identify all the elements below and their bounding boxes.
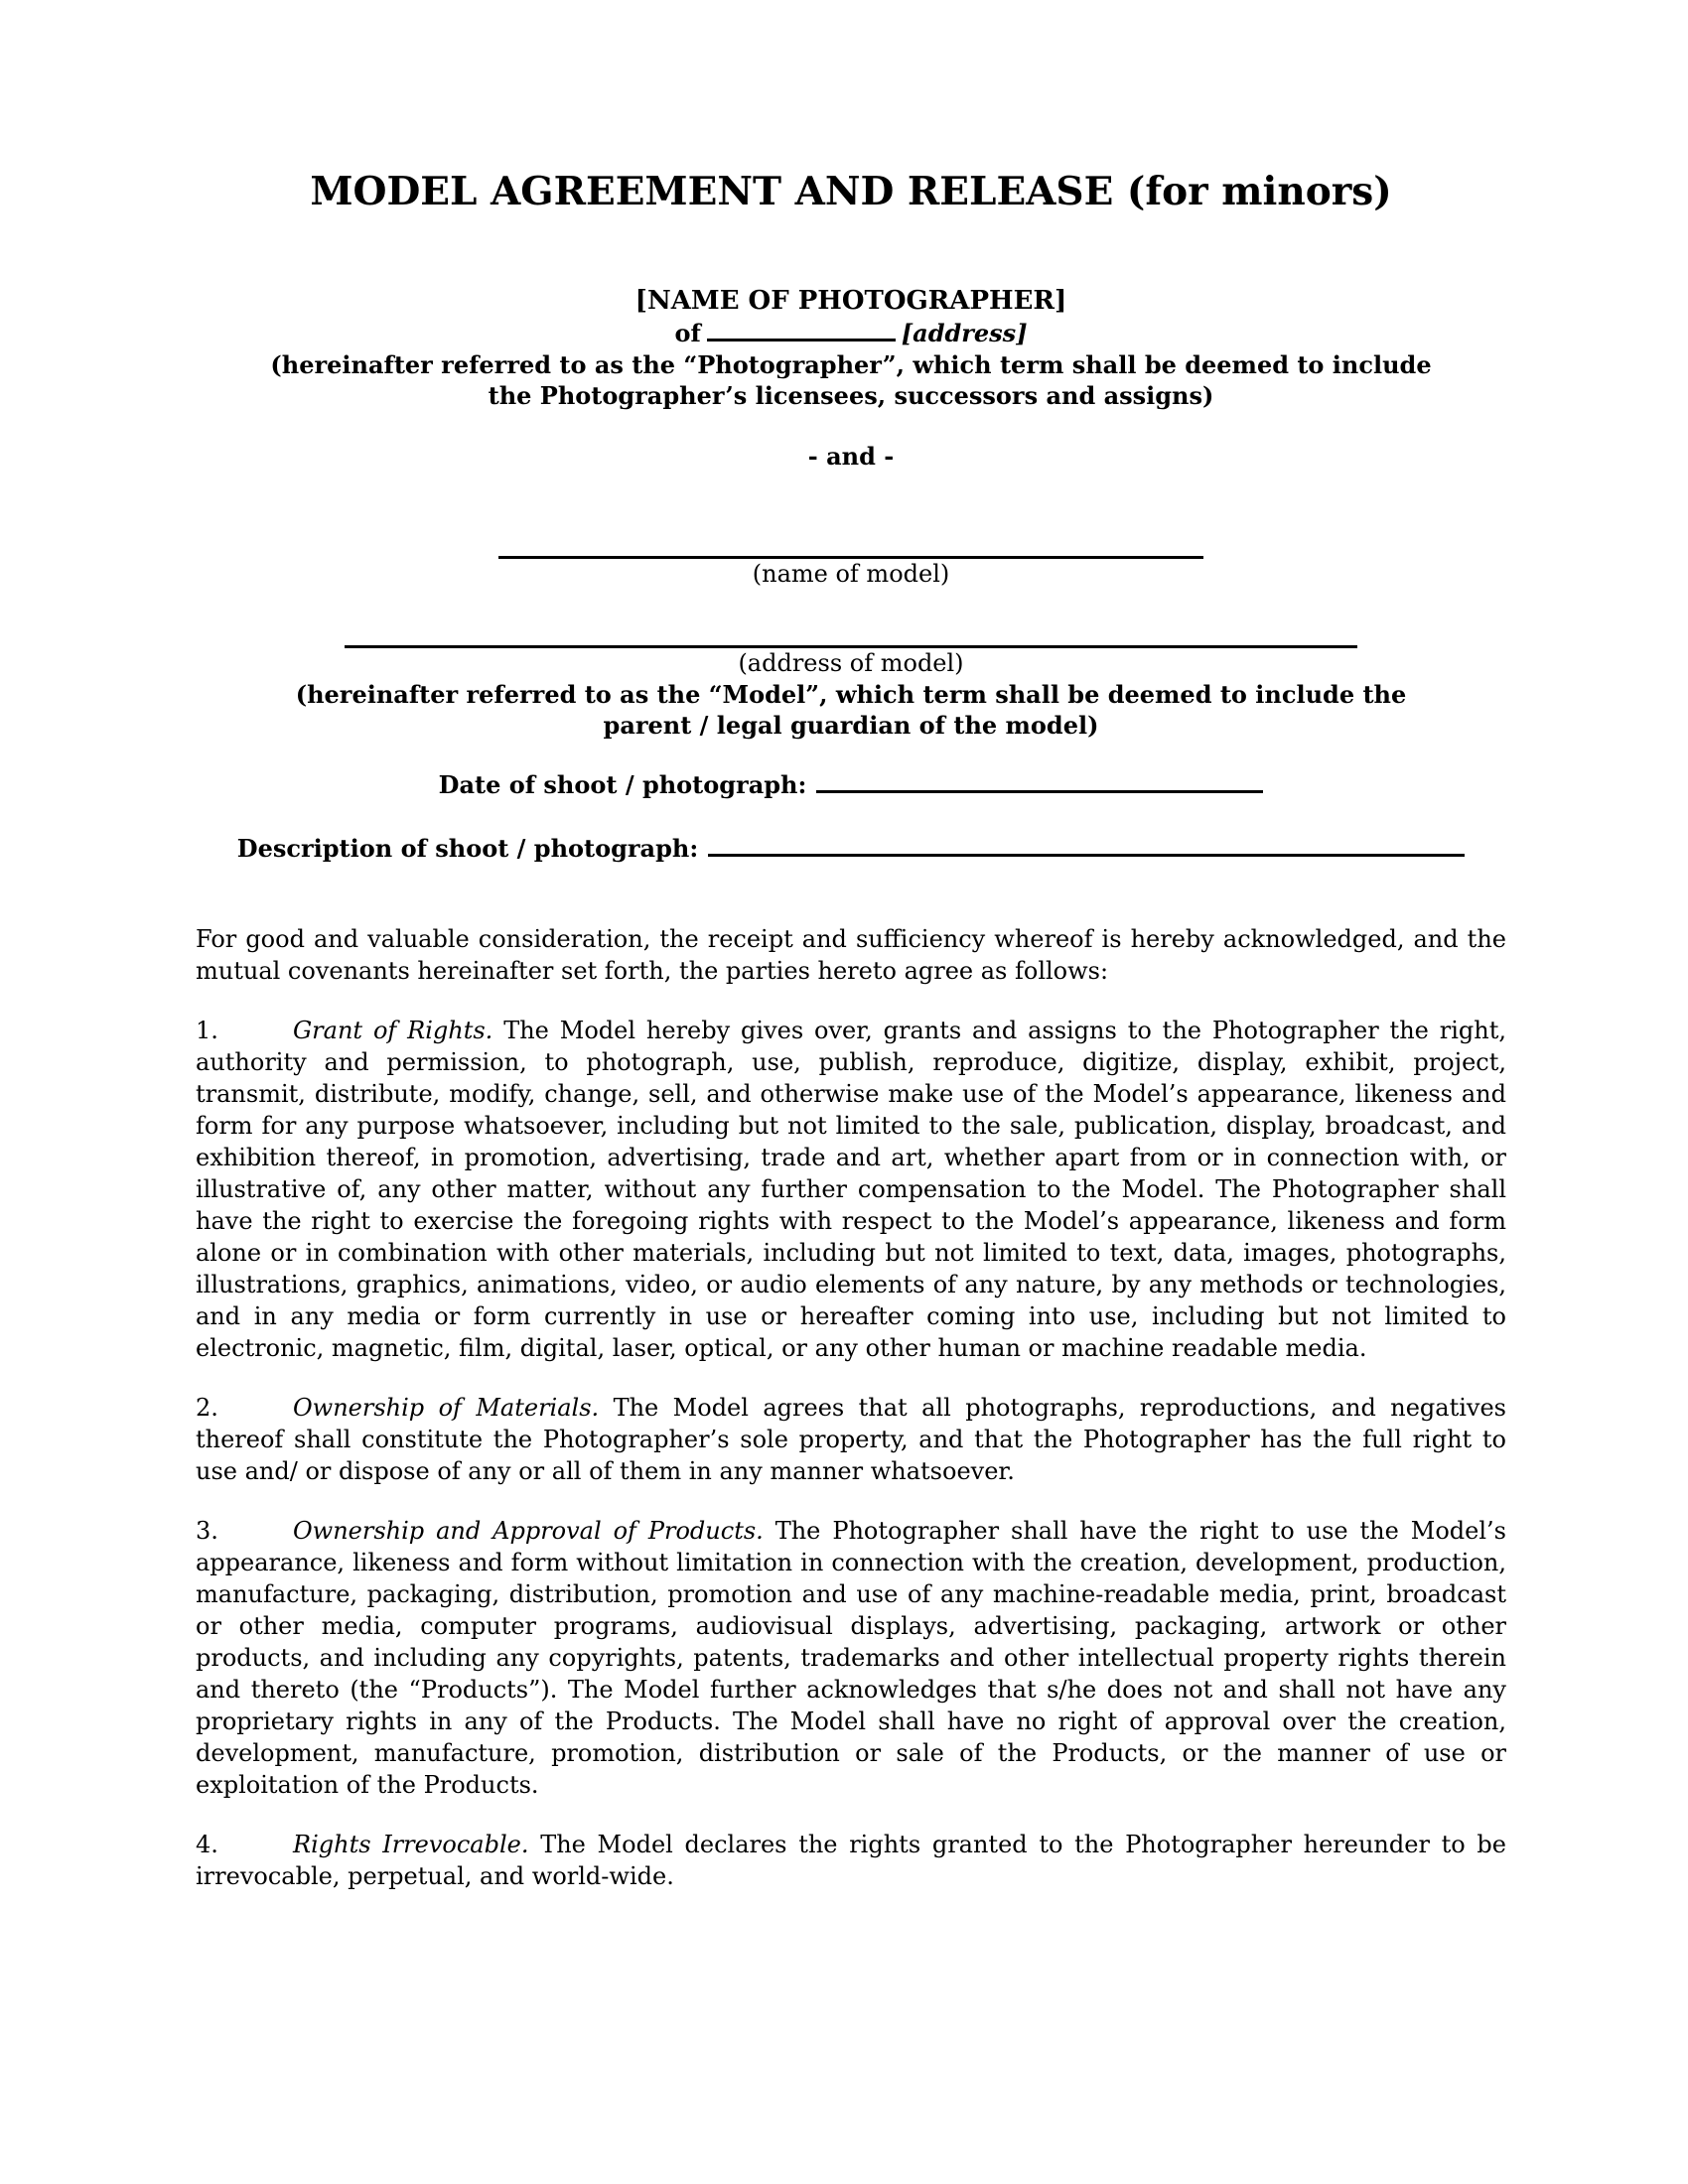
model-name-caption: (name of model): [752, 560, 950, 588]
section-heading: Grant of Rights.: [293, 1017, 493, 1044]
section-heading: Ownership of Materials.: [293, 1394, 600, 1422]
description-of-shoot-row: [196, 832, 1506, 866]
section-body: The Model hereby gives over, grants and assigns to the Photographer the right, authority and permission, to photograph, use, publish, reproduce, digitize, display, exhibit, project, transmit, distribute, modify, change, sell, and otherwise make use of the Model’s appearance, likeness and form for any purpose whatsoever, including but not limited to the sale, publication, display, broadcast, and exhibition thereof, in promotion, advertising, trade and art, whether apart from or in connection with, or illustrative of, any other matter, without any further compensation to the Model. The Photographer shall have the right to exercise the foregoing rights with respect to the Model’s appearance, likeness and form alone or in combination with other materials, including but not limited to text, data, images, photographs, illustrations, graphics, animations, video, or audio elements of any nature, by any methods or technologies, and in any media or form currently in use or hereafter coming into use, including but not limited to electronic, magnetic, film, digital, laser, optical, or any other human or machine readable media.: [196, 1017, 1506, 1362]
section-rights-irrevocable: [196, 1829, 1506, 1892]
section-number: 4.: [196, 1831, 218, 1858]
section-heading: Ownership and Approval of Products.: [293, 1517, 764, 1545]
section-heading: Rights Irrevocable.: [293, 1831, 529, 1858]
photographer-name-placeholder: [NAME OF PHOTOGRAPHER]: [634, 286, 1067, 316]
section-ownership-of-materials: [196, 1392, 1506, 1487]
date-of-shoot-label: Date of shoot / photograph:: [438, 770, 807, 799]
consideration-paragraph: For good and valuable consideration, the receipt and sufficiency whereof is hereby acknowledged, and the mutual covenants hereinafter set forth, the parties hereto agree as follows:: [196, 925, 1506, 985]
section-number: 2.: [196, 1394, 218, 1422]
section-number: 1.: [196, 1017, 218, 1044]
section-grant-of-rights: [196, 1015, 1506, 1364]
date-of-shoot-blank: [816, 770, 1263, 793]
photographer-address-line: [196, 318, 1506, 349]
and-separator: - and -: [807, 442, 895, 471]
photographer-block: [196, 285, 1506, 411]
document-title: MODEL AGREEMENT AND RELEASE (for minors): [310, 169, 1392, 214]
description-of-shoot-label: Description of shoot / photograph:: [236, 834, 699, 863]
date-of-shoot-row: [196, 768, 1506, 802]
section-ownership-approval-products: [196, 1515, 1506, 1801]
section-body: The Photographer shall have the right to use the Model’s appearance, likeness and form without limitation in connection with the creation, development, production, manufacture, packaging, distribution, promotion and use of any machine-readable media, print, broadcast or other media, computer programs, audiovisual displays, advertising, packaging, artwork or other products, and including any copyrights, patents, trademarks and other intellectual property rights therein and thereto (the “Products”). The Model further acknowledges that s/he does not and shall not have any proprietary rights in any of the Products. The Model shall have no right of approval over the creation, development, manufacture, promotion, distribution or sale of the Products, or the manner of use or exploitation of the Products.: [196, 1517, 1506, 1799]
section-number: 3.: [196, 1517, 218, 1545]
section-body: The Model declares the rights granted to the Photographer hereunder to be irrevocable, perpetual, and world-wide.: [196, 1831, 1506, 1890]
section-body: The Model agrees that all photographs, reproductions, and negatives thereof shall constitute the Photographer’s sole property, and that the Photographer has the full right to use and/ or dispose of any or all of them in any manner whatsoever.: [196, 1394, 1506, 1485]
model-hereinafter-clause: (hereinafter referred to as the “Model”, which term shall be deemed to include the parent / legal guardian of the model): [295, 680, 1407, 740]
description-of-shoot-blank: [708, 834, 1465, 857]
photographer-hereinafter-clause: (hereinafter referred to as the “Photographer”, which term shall be deemed to include the Photographer’s licensees, successors and assigns): [270, 350, 1432, 410]
photographer-address-blank: [707, 319, 896, 341]
model-address-caption: (address of model): [738, 649, 964, 677]
address-placeholder: [address]: [901, 319, 1028, 347]
of-label: of: [674, 319, 701, 347]
